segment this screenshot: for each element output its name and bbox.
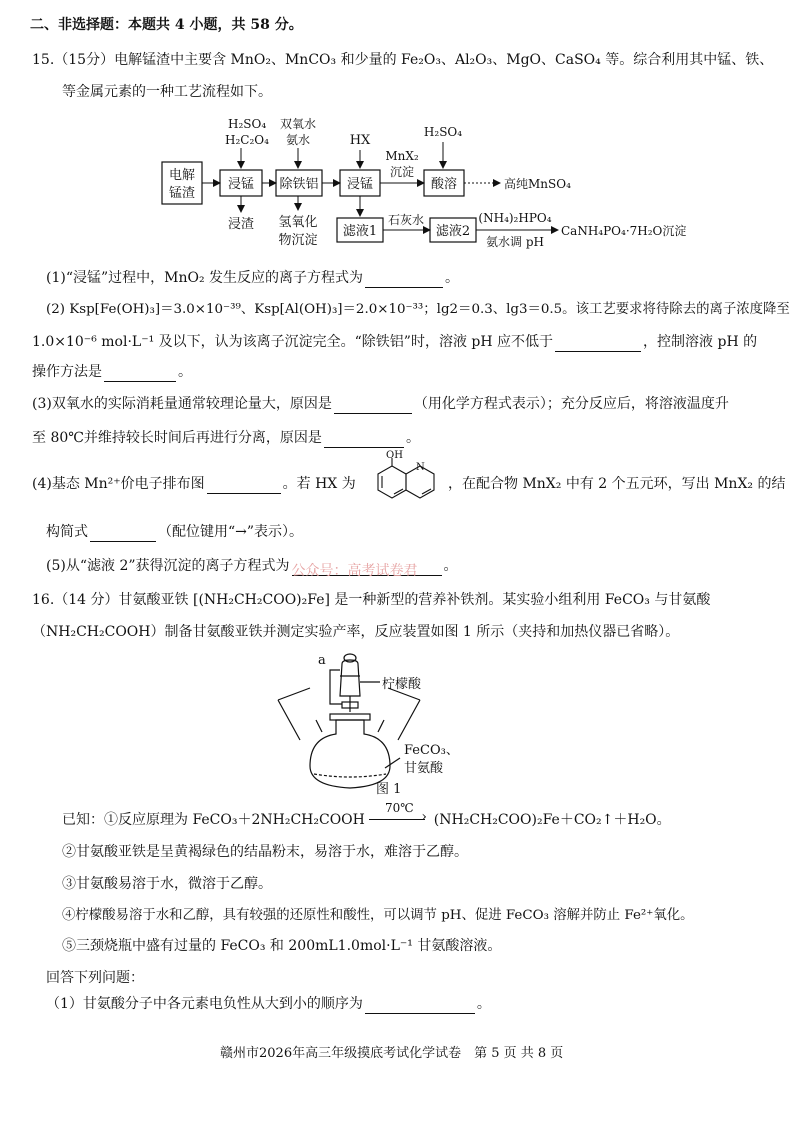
q15-intro-line1: 15.（15分）电解锰渣中主要含 MnO₂、MnCO₃ 和少量的 Fe₂O₃、Al₂O₃、MgO、CaSO₄ 等。综合利用其中锰、铁、 xyxy=(32,52,774,68)
answer-blank[interactable] xyxy=(324,433,404,448)
q15-sub2-text3: 操作方法是 xyxy=(32,364,102,380)
q16-intro-line2: （NH₂CH₂COOH）制备甘氨酸亚铁并测定实验产率，反应装置如图 1 所示（夹持和加热仪器已省略）。 xyxy=(32,624,680,640)
label-flask-line2: 甘氨酸 xyxy=(404,761,444,776)
figure-caption: 图 1 xyxy=(376,782,402,797)
hx-n-label: N xyxy=(416,462,425,473)
step4-label: 酸溶 xyxy=(430,177,458,192)
reaction-condition: 70℃ xyxy=(384,801,414,815)
reagent1-line2: H₂C₂O₄ xyxy=(225,133,269,147)
step3-label: 浸锰 xyxy=(346,177,374,192)
label-a: a xyxy=(318,653,326,668)
label-flask-line1: FeCO₃、 xyxy=(404,743,459,758)
q15-sub3-text: (3)双氧水的实际消耗量通常较理论量大，原因是 xyxy=(32,396,332,412)
start-line2: 锰渣 xyxy=(168,186,196,201)
start-line1: 电解 xyxy=(168,168,196,183)
answer-blank[interactable] xyxy=(90,527,156,542)
arrow3-line1: MnX₂ xyxy=(385,149,419,163)
q15-sub3-text2: （用化学方程式表示）；充分反应后，将溶液温度升 xyxy=(413,396,729,412)
answer-blank[interactable] xyxy=(555,337,641,352)
filtrate1-label: 滤液1 xyxy=(342,224,378,239)
known-4: ④柠檬酸易溶于水和乙醇，具有较强的还原性和酸性，可以调节 pH、促进 FeCO₃ 溶解并防止 Fe²⁺氧化。 xyxy=(62,908,694,923)
out1-label: 浸渣 xyxy=(227,217,255,232)
filtrate2-label: 滤液2 xyxy=(435,224,471,239)
q15-sub2-line1: (2) Ksp[Fe(OH)₃]＝3.0×10⁻³⁹、Ksp[Al(OH)₃]＝2.0×10⁻³³；lg2＝0.3、lg3＝0.5。该工艺要求将待除去的离子浓度降至 xyxy=(46,302,790,317)
q15-sub3-line2 xyxy=(32,428,420,448)
watermark: 公众号：高考试卷君 xyxy=(292,561,442,576)
arrow3-line2: 沉淀 xyxy=(389,165,415,179)
q15-sub5 xyxy=(46,556,458,579)
hx-oh-label: OH xyxy=(386,450,403,461)
q16-sub1 xyxy=(46,994,491,1014)
step1-label: 浸锰 xyxy=(227,177,255,192)
known-3: ③甘氨酸易溶于水，微溶于乙醇。 xyxy=(62,876,272,892)
arrow6-top: (NH₄)₂HPO₄ xyxy=(478,211,552,225)
answer-prompt: 回答下列问题： xyxy=(46,970,144,986)
reagent2-line1: 双氧水 xyxy=(279,117,317,131)
process-flowchart xyxy=(140,112,700,262)
reagent1-line1: H₂SO₄ xyxy=(228,117,267,131)
known-1-left: 已知：①反应原理为 FeCO₃＋2NH₂CH₂COOH xyxy=(62,812,365,828)
q15-sub2-text: 1.0×10⁻⁶ mol·L⁻¹ 及以下，认为该离子沉淀完全。“除铁铝”时，溶液 pH 应不低于 xyxy=(32,334,554,350)
q15-sub4-text3: 构简式 xyxy=(46,524,88,540)
q15-sub4-line2 xyxy=(46,522,303,542)
reagent3-label: HX xyxy=(349,133,371,148)
reaction-arrow: 70℃ › xyxy=(369,810,429,830)
label-citric-acid: 柠檬酸 xyxy=(382,677,422,692)
hydroxyquinoline-structure xyxy=(372,450,444,512)
answer-blank[interactable] xyxy=(334,399,412,414)
q15-sub4-text2: 。若 HX 为 xyxy=(282,476,356,492)
apparatus-figure xyxy=(270,648,520,798)
section-heading: 二、非选择题：本题共 4 小题，共 58 分。 xyxy=(30,17,303,33)
q15-sub3-line1 xyxy=(32,394,729,414)
arrow6-bottom: 氨水调 pH xyxy=(486,235,544,249)
answer-blank[interactable] xyxy=(365,273,443,288)
product2-label: CaNH₄PO₄·7H₂O沉淀 xyxy=(561,224,687,238)
q15-sub4-line1b: ，在配合物 MnX₂ 中有 2 个五元环，写出 MnX₂ 的结 xyxy=(448,476,786,492)
answer-blank[interactable] xyxy=(104,367,176,382)
q15-sub1 xyxy=(46,268,459,288)
q15-sub1-text: (1)“浸锰”过程中，MnO₂ 发生反应的离子方程式为 xyxy=(46,270,364,286)
arrow5-label: 石灰水 xyxy=(387,213,425,227)
known-5: ⑤三颈烧瓶中盛有过量的 FeCO₃ 和 200mL1.0mol·L⁻¹ 甘氨酸溶液。 xyxy=(62,938,502,954)
answer-blank[interactable] xyxy=(207,479,281,494)
out2-line1: 氢氧化 xyxy=(278,215,318,230)
q16-intro-line1: 16.（14 分）甘氨酸亚铁 [(NH₂CH₂COO)₂Fe] 是一种新型的营养补铁剂。某实验小组利用 FeCO₃ 与甘氨酸 xyxy=(32,592,711,608)
q15-sub2-line2 xyxy=(32,332,757,352)
step2-label: 除铁铝 xyxy=(279,177,319,192)
product1-label: 高纯MnSO₄ xyxy=(504,177,571,191)
reagent4-label: H₂SO₄ xyxy=(423,125,463,139)
q15-sub3-end: 。 xyxy=(405,430,420,446)
q15-sub2-line3 xyxy=(32,362,192,382)
q15-sub2-end: 。 xyxy=(178,364,192,380)
out2-line2: 物沉淀 xyxy=(278,233,318,248)
q15-sub2-text2: ，控制溶液 pH 的 xyxy=(643,334,758,350)
page-footer: 赣州市2026年高三年级摸底考试化学试卷 第 5 页 共 8 页 xyxy=(220,1046,564,1061)
q15-sub5-text: (5)从“滤液 2”获得沉淀的离子方程式为 xyxy=(46,558,290,574)
q16-sub1-end: 。 xyxy=(476,996,491,1012)
q15-sub3-text3: 至 80℃并维持较长时间后再进行分离，原因是 xyxy=(32,430,322,446)
known-2: ②甘氨酸亚铁是呈黄褐绿色的结晶粉末，易溶于水，难溶于乙醇。 xyxy=(62,844,468,860)
q15-sub4-line1 xyxy=(32,474,356,494)
q15-sub4-text4: （配位键用“→”表示）。 xyxy=(158,524,304,540)
answer-blank[interactable] xyxy=(365,999,475,1014)
known-1 xyxy=(62,801,671,830)
q16-sub1-text: （1）甘氨酸分子中各元素电负性从大到小的顺序为 xyxy=(46,996,363,1012)
q15-sub1-end: 。 xyxy=(445,270,460,286)
q15-intro-line2: 等金属元素的一种工艺流程如下。 xyxy=(62,84,272,100)
known-1-right: (NH₂CH₂COO)₂Fe＋CO₂↑＋H₂O。 xyxy=(433,812,671,828)
reagent2-line2: 氨水 xyxy=(285,133,311,147)
q15-sub4-text: (4)基态 Mn²⁺价电子排布图 xyxy=(32,476,205,492)
q15-sub5-end: 。 xyxy=(443,558,458,574)
